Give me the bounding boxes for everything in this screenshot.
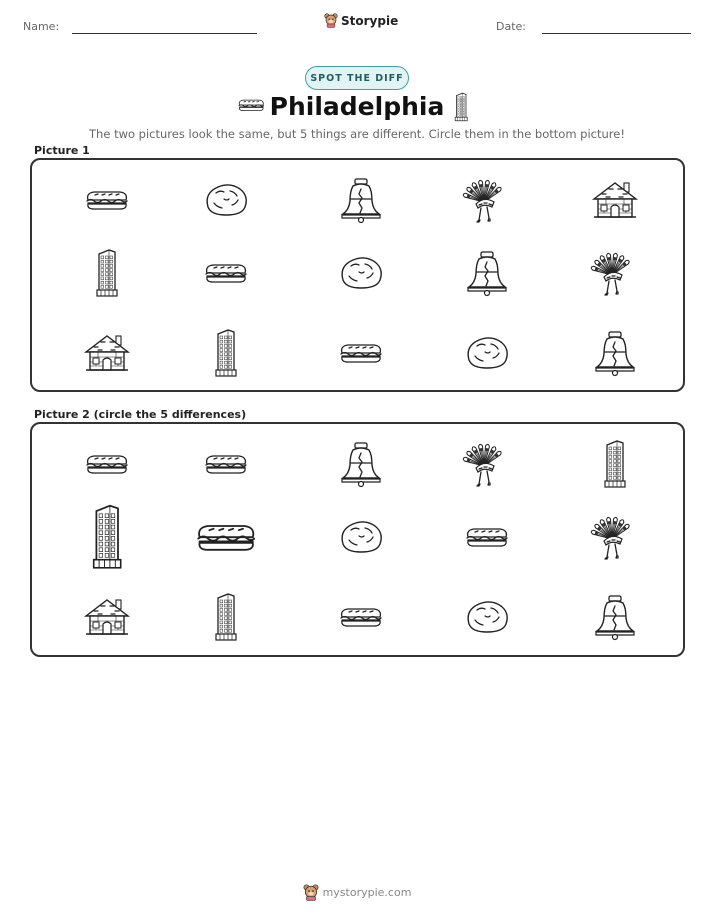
skyscraper-icon <box>95 248 119 298</box>
headdress-icon <box>468 440 506 488</box>
hoagie-icon <box>464 524 510 550</box>
skyscraper-icon <box>91 503 123 571</box>
picture-1-soft-pretzel-icon <box>202 181 250 219</box>
picture-1-house-icon <box>592 180 638 220</box>
soft-pretzel-icon <box>202 181 250 219</box>
footer-url: mystorypie.com <box>322 886 412 899</box>
bear-mascot-icon <box>324 13 338 28</box>
picture-2-label: Picture 2 (circle the 5 differences) <box>34 408 247 421</box>
liberty-bell-icon <box>465 250 509 296</box>
picture-2-headdress-icon[interactable] <box>596 513 634 561</box>
footer <box>0 884 714 901</box>
picture-2-liberty-bell-icon[interactable] <box>593 594 637 640</box>
liberty-bell-icon <box>593 594 637 640</box>
picture-1-headdress-icon <box>468 176 506 224</box>
picture-1-liberty-bell-icon <box>339 177 383 223</box>
hoagie-icon <box>338 340 384 366</box>
brand-name: Storypie <box>341 13 399 28</box>
picture-2-hoagie-icon[interactable] <box>84 451 130 477</box>
house-icon <box>592 180 638 220</box>
hoagie-icon <box>338 604 384 630</box>
hoagie-icon <box>194 519 258 555</box>
soft-pretzel-icon <box>463 334 511 372</box>
instructions-text: The two pictures look the same, but 5 things are different. Circle them in the bottom picture! <box>89 127 625 141</box>
picture-2-soft-pretzel-icon[interactable] <box>463 598 511 636</box>
picture-2-hoagie-icon[interactable] <box>203 451 249 477</box>
name-line[interactable] <box>72 33 257 34</box>
picture-1-hoagie-icon <box>203 260 249 286</box>
picture-1-hoagie-icon <box>338 340 384 366</box>
picture-2-panel[interactable] <box>30 422 685 657</box>
soft-pretzel-icon <box>337 254 385 292</box>
headdress-icon <box>596 513 634 561</box>
hoagie-icon <box>237 97 266 118</box>
headdress-icon <box>596 249 634 297</box>
skyscraper-icon <box>214 592 238 642</box>
page-title: Philadelphia <box>269 92 445 121</box>
date-line[interactable] <box>542 33 691 34</box>
picture-1-liberty-bell-icon <box>593 330 637 376</box>
picture-2-headdress-icon[interactable] <box>468 440 506 488</box>
hoagie-icon <box>84 187 130 213</box>
picture-1-house-icon <box>84 333 130 373</box>
date-label: Date: <box>496 20 526 33</box>
hoagie-icon <box>203 451 249 477</box>
headdress-icon <box>468 176 506 224</box>
picture-2-hoagie-icon[interactable] <box>194 519 258 555</box>
spot-the-diff-badge: SPOT THE DIFF <box>305 66 409 90</box>
picture-1-soft-pretzel-icon <box>463 334 511 372</box>
soft-pretzel-icon <box>463 598 511 636</box>
picture-2-liberty-bell-icon[interactable] <box>339 441 383 487</box>
liberty-bell-icon <box>593 330 637 376</box>
skyscraper-icon <box>603 439 627 489</box>
brand-logo <box>324 13 398 28</box>
picture-1-headdress-icon <box>596 249 634 297</box>
house-icon <box>84 597 130 637</box>
picture-2-hoagie-icon[interactable] <box>464 524 510 550</box>
picture-2-hoagie-icon[interactable] <box>338 604 384 630</box>
hoagie-icon <box>203 260 249 286</box>
picture-1-skyscraper-icon <box>214 328 238 378</box>
picture-1-label: Picture 1 <box>34 144 90 157</box>
picture-2-skyscraper-icon[interactable] <box>91 503 123 571</box>
hoagie-icon <box>84 451 130 477</box>
skyscraper-icon <box>214 328 238 378</box>
bear-mascot-icon <box>303 884 319 901</box>
picture-2-skyscraper-icon[interactable] <box>603 439 627 489</box>
picture-2-skyscraper-icon[interactable] <box>214 592 238 642</box>
name-label: Name: <box>23 20 60 33</box>
skyscraper-icon <box>454 92 468 127</box>
picture-1-soft-pretzel-icon <box>337 254 385 292</box>
liberty-bell-icon <box>339 177 383 223</box>
house-icon <box>84 333 130 373</box>
picture-1-skyscraper-icon <box>95 248 119 298</box>
picture-2-house-icon[interactable] <box>84 597 130 637</box>
picture-1-liberty-bell-icon <box>465 250 509 296</box>
liberty-bell-icon <box>339 441 383 487</box>
picture-1-hoagie-icon <box>84 187 130 213</box>
picture-1-panel <box>30 158 685 392</box>
picture-2-soft-pretzel-icon[interactable] <box>337 518 385 556</box>
soft-pretzel-icon <box>337 518 385 556</box>
